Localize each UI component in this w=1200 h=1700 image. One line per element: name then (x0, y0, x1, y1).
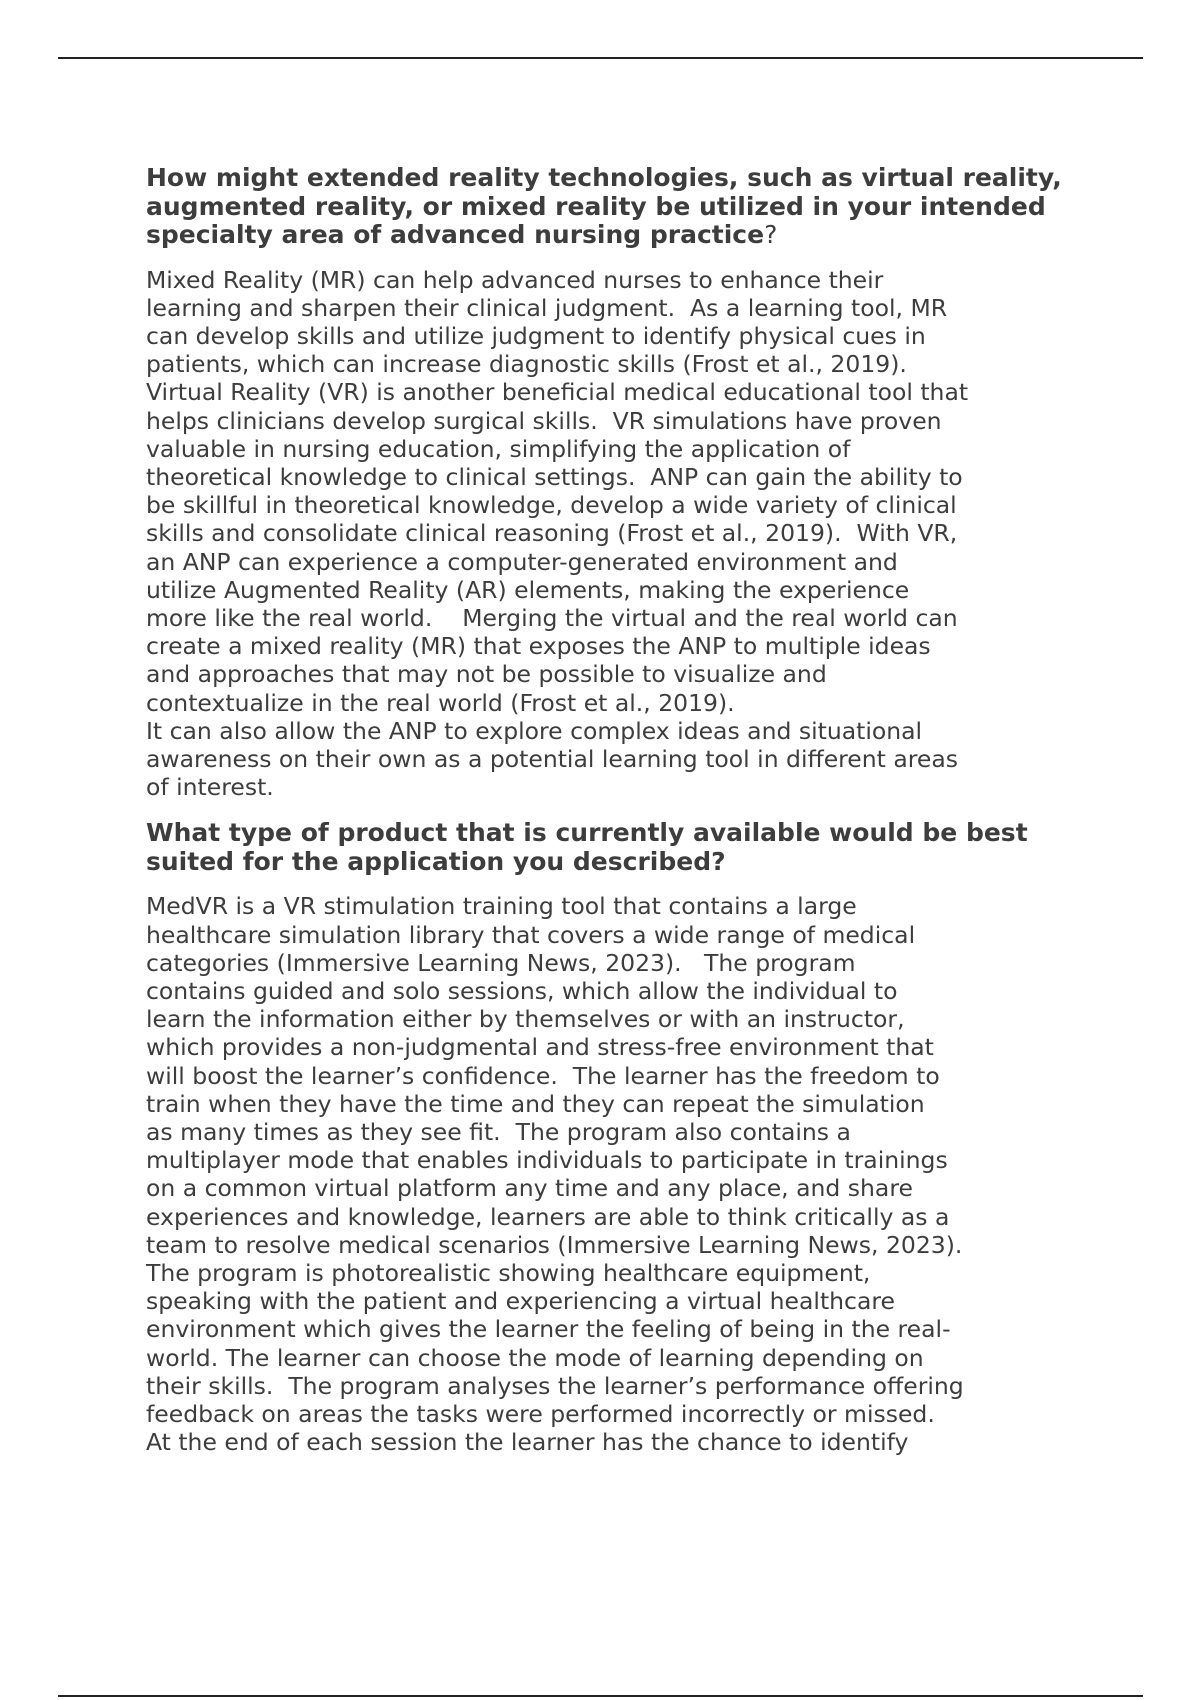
text-line: contains guided and solo sessions, which allow the individual to (146, 976, 898, 1005)
text-line: It can also allow the ANP to explore complex ideas and situational (146, 716, 923, 745)
text-line: and approaches that may not be possible to visualize and (146, 660, 827, 689)
text-line: healthcare simulation library that covers a wide range of medical (146, 920, 916, 949)
text-line: as many times as they see fit. The program also contains a (146, 1117, 851, 1146)
text-line: Virtual Reality (VR) is another beneficial medical educational tool that (146, 378, 969, 407)
answer-1-continuation-paragraph (146, 717, 1086, 802)
text-line: on a common virtual platform any time and any place, and share (146, 1174, 913, 1203)
text-line: utilize Augmented Reality (AR) elements, making the experience (146, 575, 910, 604)
text-line: valuable in nursing education, simplifying the application of (146, 434, 851, 463)
page-content (146, 164, 1086, 1456)
text-line: multiplayer mode that enables individuals to participate in trainings (146, 1146, 948, 1175)
text-line: team to resolve medical scenarios (Immersive Learning News, 2023). (146, 1230, 963, 1259)
text-line: contextualize in the real world (Frost et al., 2019). (146, 688, 735, 717)
text-line: patients, which can increase diagnostic skills (Frost et al., 2019). (146, 350, 907, 379)
text-line: more like the real world. Merging the virtual and the real world can (146, 603, 958, 632)
text-line: world. The learner can choose the mode of learning depending on (146, 1343, 924, 1372)
question-2-heading (146, 819, 1086, 876)
text-line: of interest. (146, 773, 274, 802)
text-line: skills and consolidate clinical reasoning (Frost et al., 2019). With VR, (146, 519, 958, 548)
footer-rule (58, 1695, 1143, 1697)
text-line: experiences and knowledge, learners are able to think critically as a (146, 1202, 950, 1231)
question-1-heading (146, 164, 1086, 250)
text-line: learning and sharpen their clinical judgment. As a learning tool, MR (146, 293, 948, 322)
text-line: awareness on their own as a potential learning tool in different areas (146, 744, 958, 773)
question-1-text: How might extended reality technologies, such as virtual reality, augmented reality, or mixed reality be utilized in your intended specialty area of advanced nursing practice (146, 163, 1062, 249)
text-line: feedback on areas the tasks were performed incorrectly or missed. (146, 1400, 935, 1429)
answer-1-paragraph (146, 266, 1086, 717)
text-line: be skillful in theoretical knowledge, develop a wide variety of clinical (146, 491, 957, 520)
text-line: which provides a non-judgmental and stress-free environment that (146, 1033, 934, 1062)
text-line: categories (Immersive Learning News, 2023). The program (146, 948, 856, 977)
question-1-mark: ? (764, 220, 778, 249)
text-line: helps clinicians develop surgical skills. VR simulations have proven (146, 406, 942, 435)
answer-2-paragraph (146, 892, 1086, 1456)
text-line: an ANP can experience a computer-generated environment and (146, 547, 898, 576)
text-line: environment which gives the learner the feeling of being in the real- (146, 1315, 951, 1344)
question-2-text: What type of product that is currently available would be best suited for the application you described? (146, 818, 1028, 876)
text-line: MedVR is a VR stimulation training tool that contains a large (146, 892, 857, 921)
text-line: theoretical knowledge to clinical settings. ANP can gain the ability to (146, 462, 963, 491)
text-line: learn the information either by themselves or with an instructor, (146, 1005, 905, 1034)
text-line: speaking with the patient and experiencing a virtual healthcare (146, 1287, 895, 1316)
text-line: can develop skills and utilize judgment to identify physical cues in (146, 321, 926, 350)
text-line: create a mixed reality (MR) that exposes the ANP to multiple ideas (146, 632, 931, 661)
text-line: At the end of each session the learner has the chance to identify (146, 1428, 909, 1457)
text-line: will boost the learner’s confidence. The learner has the freedom to (146, 1061, 940, 1090)
header-rule (58, 57, 1143, 59)
text-line: train when they have the time and they can repeat the simulation (146, 1089, 925, 1118)
text-line: The program is photorealistic showing healthcare equipment, (146, 1259, 871, 1287)
text-line: their skills. The program analyses the learner’s performance offering (146, 1371, 964, 1400)
text-line: Mixed Reality (MR) can help advanced nurses to enhance their (146, 265, 884, 294)
